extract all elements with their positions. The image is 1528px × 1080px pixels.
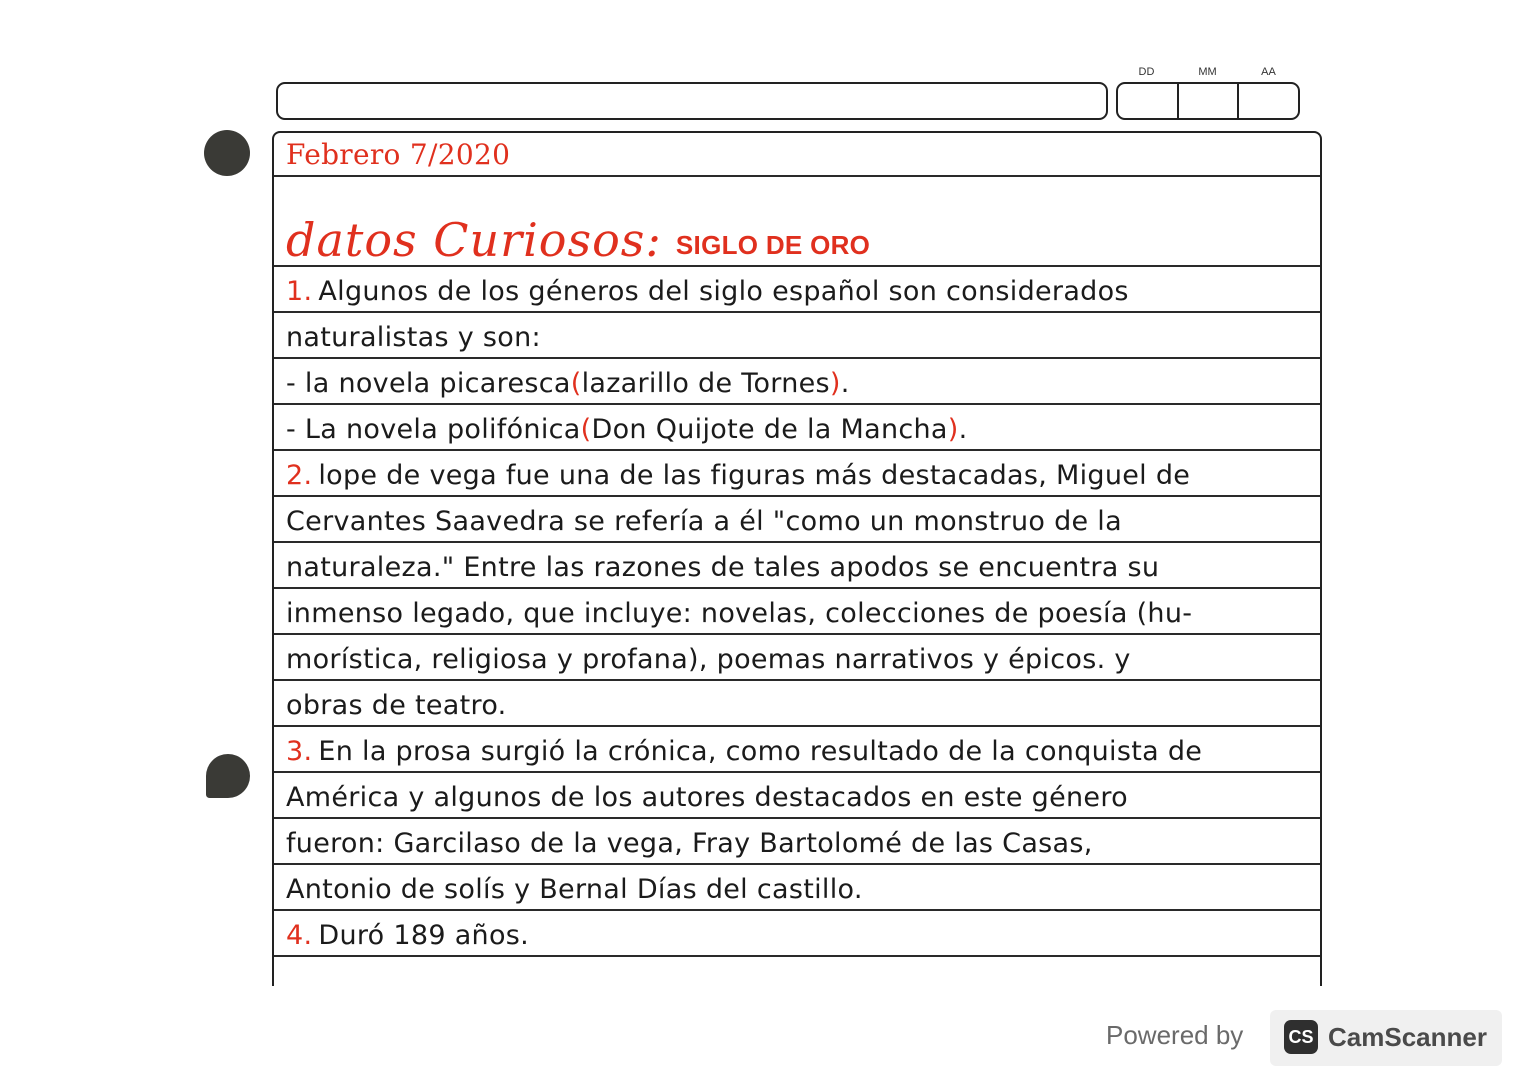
line-text: morística, religiosa y profana), poemas narrativos y épicos. y — [286, 644, 1131, 675]
item-number: 2. — [286, 460, 313, 491]
line-text: Duró 189 años. — [318, 920, 530, 951]
line-text: obras de teatro. — [286, 690, 507, 721]
text-line — [274, 451, 1320, 497]
line-text: Algunos de los géneros del siglo español son considerados — [318, 276, 1129, 307]
text-line — [274, 497, 1320, 543]
text-line — [274, 635, 1320, 681]
line-text: América y algunos de los autores destacados en este género — [286, 782, 1128, 813]
camscanner-watermark — [1106, 1010, 1502, 1066]
line-end: . — [840, 368, 850, 399]
camscanner-logo-icon: CS — [1284, 1020, 1318, 1054]
binder-hole-top — [204, 130, 250, 176]
line-text: lazarillo de Tornes — [581, 368, 830, 399]
item-number: 4. — [286, 920, 313, 951]
text-line — [274, 267, 1320, 313]
year-label: AA — [1261, 66, 1276, 78]
note-title: datos Curiosos: — [286, 213, 662, 267]
text-line — [274, 543, 1320, 589]
year-cell — [1239, 84, 1298, 118]
line-text: inmenso legado, que incluye: novelas, colecciones de poesía (hu- — [286, 598, 1193, 629]
date-box — [1116, 82, 1300, 120]
line-text: naturaleza." Entre las razones de tales apodos se encuentra su — [286, 552, 1160, 583]
paren-close: ) — [947, 414, 959, 445]
notebook-title-field — [276, 82, 1108, 120]
powered-by-label: Powered by — [1106, 1020, 1244, 1050]
line-text: fueron: Garcilaso de la vega, Fray Bartolomé de las Casas, — [286, 828, 1093, 859]
text-line — [274, 681, 1320, 727]
line-text: En la prosa surgió la crónica, como resultado de la conquista de — [318, 736, 1203, 767]
line-text: Don Quijote de la Mancha — [591, 414, 948, 445]
text-line — [274, 359, 1320, 405]
month-label: MM — [1198, 66, 1217, 78]
line-text: - La novela polifónica — [286, 414, 581, 445]
item-number: 3. — [286, 736, 313, 767]
text-line — [274, 911, 1320, 957]
month-cell — [1179, 84, 1240, 118]
line-text: - la novela picaresca — [286, 368, 571, 399]
title-line — [274, 177, 1320, 267]
line-text: lope de vega fue una de las figuras más destacadas, Miguel de — [318, 460, 1191, 491]
text-line — [274, 773, 1320, 819]
text-line — [274, 313, 1320, 359]
line-end: . — [958, 414, 968, 445]
item-number: 1. — [286, 276, 313, 307]
line-text: Cervantes Saavedra se refería a él "como un monstruo de la — [286, 506, 1122, 537]
camscanner-brand-name: CamScanner — [1328, 1022, 1487, 1052]
note-date: Febrero 7/2020 — [286, 138, 511, 171]
paren-open: ( — [570, 368, 582, 399]
line-text: Antonio de solís y Bernal Días del castillo. — [286, 874, 863, 905]
line-text: naturalistas y son: — [286, 322, 541, 353]
binder-hole-bottom — [206, 754, 250, 798]
day-label: DD — [1138, 66, 1155, 78]
date-line — [274, 133, 1320, 177]
notebook-page — [272, 131, 1322, 986]
paren-close: ) — [829, 368, 841, 399]
text-line — [274, 819, 1320, 865]
camscanner-badge — [1270, 1010, 1502, 1066]
text-line — [274, 727, 1320, 773]
paren-open: ( — [580, 414, 592, 445]
note-subtitle: SIGLO DE ORO — [675, 230, 871, 260]
text-line — [274, 589, 1320, 635]
text-line — [274, 405, 1320, 451]
text-line — [274, 865, 1320, 911]
day-cell — [1118, 84, 1179, 118]
